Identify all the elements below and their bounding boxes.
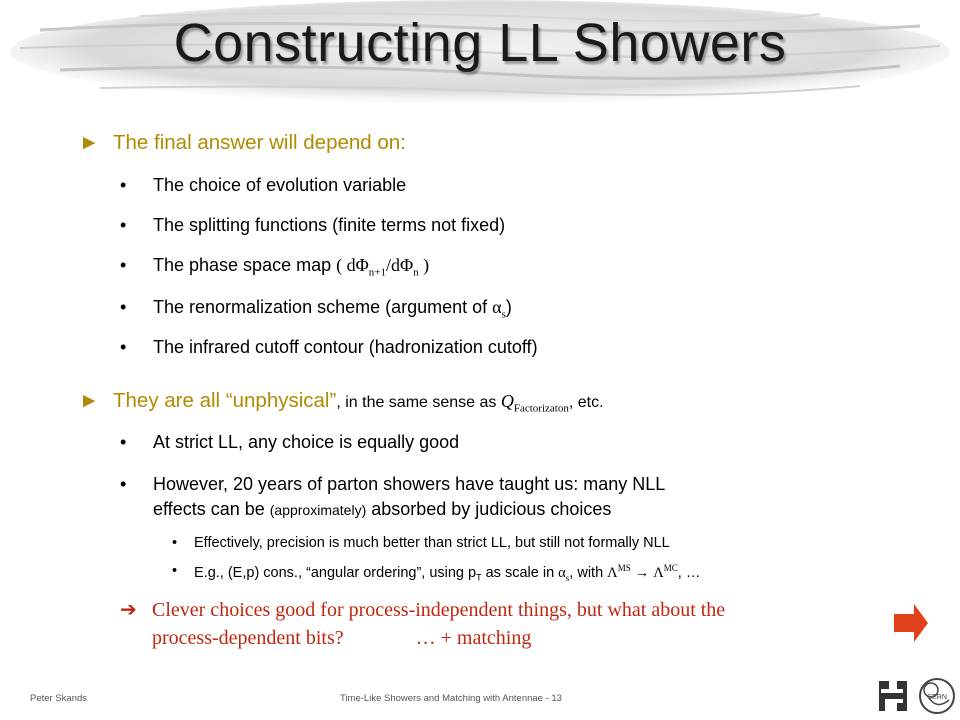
slide-title: Constructing LL Showers <box>173 13 787 73</box>
section-heading-2: ► They are all “unphysical”, in the same sense as $Q_{Factorizaton}$, etc. <box>79 389 604 415</box>
section-heading-1 <box>79 131 406 155</box>
svg-text:CERN: CERN <box>927 694 947 701</box>
right-arrow-icon: → <box>630 564 654 581</box>
section-heading-text: The final answer will depend on: <box>113 131 406 154</box>
cern-logo-icon <box>917 676 957 716</box>
fermilab-logo-icon <box>875 677 911 715</box>
implies-arrow-icon: ➔ <box>120 599 137 621</box>
footer-talk-title: Time-Like Showers and Matching with Antennae - 13 <box>340 693 562 704</box>
triangle-bullet-icon: ► <box>79 131 100 154</box>
alpha-s-symbol: $\alpha_s$ <box>492 297 506 321</box>
triangle-bullet-icon: ► <box>79 389 100 412</box>
next-slide-arrow-icon[interactable] <box>894 604 928 642</box>
footer-author: Peter Skands <box>30 693 88 704</box>
phase-space-formula: ( $d\Phi_{n+1}/d\Phi_n$ ) <box>336 255 430 279</box>
